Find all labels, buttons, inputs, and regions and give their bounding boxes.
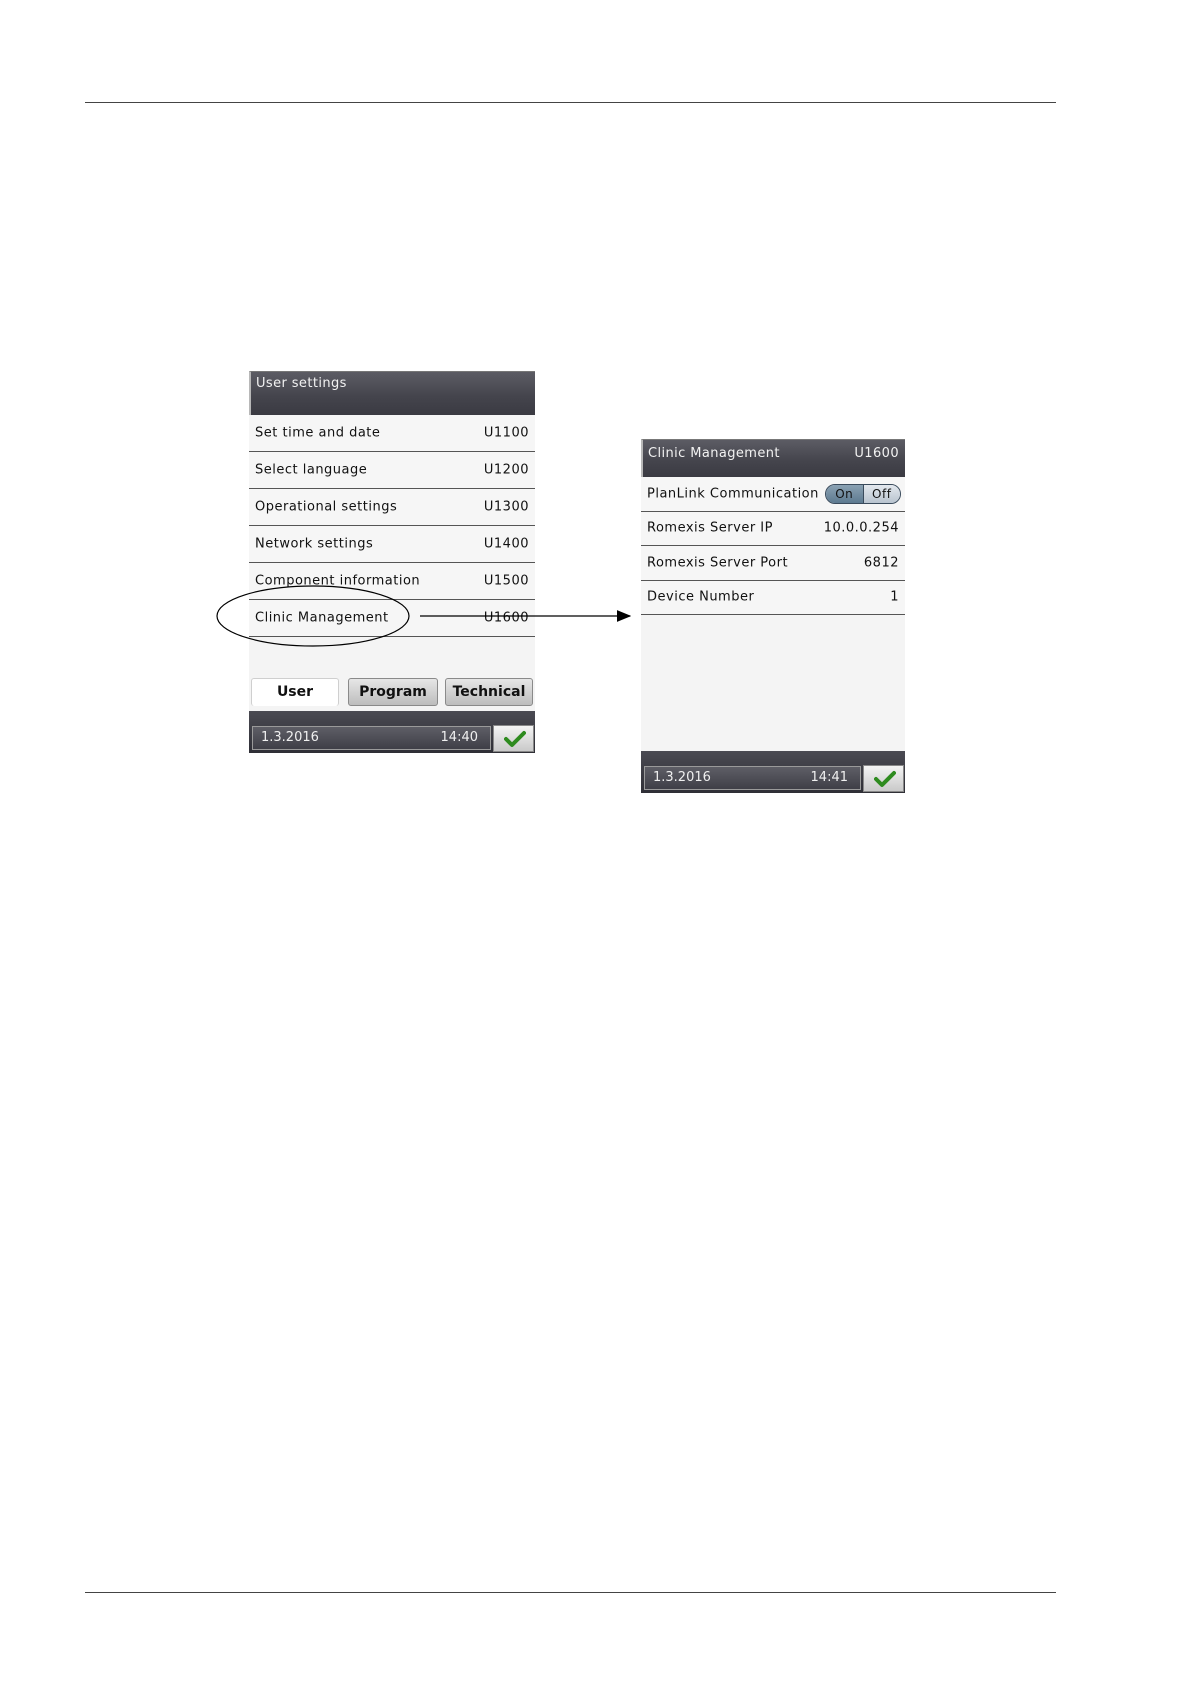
status-time: 14:40	[440, 730, 478, 745]
setting-label: Device Number	[647, 589, 755, 605]
clinic-management-settings	[641, 477, 905, 615]
mode-tabs	[249, 678, 535, 708]
menu-item-code: U1300	[483, 499, 529, 515]
confirm-button[interactable]	[493, 725, 534, 752]
tab-program[interactable]: Program	[348, 678, 438, 706]
menu-item-set-time-and-date[interactable]	[249, 415, 535, 452]
status-date: 1.3.2016	[653, 770, 711, 785]
menu-item-component-information[interactable]	[249, 563, 535, 600]
menu-item-operational-settings[interactable]	[249, 489, 535, 526]
menu-item-code: U1600	[483, 610, 529, 626]
menu-item-label: Select language	[255, 462, 368, 478]
clinic-management-titlebar	[641, 439, 905, 477]
menu-item-code: U1200	[483, 462, 529, 478]
setting-label: Romexis Server Port	[647, 555, 789, 571]
device-number-row[interactable]	[641, 581, 905, 616]
menu-item-clinic-management[interactable]	[249, 600, 535, 637]
user-settings-titlebar	[249, 371, 535, 415]
menu-item-code: U1400	[483, 536, 529, 552]
check-icon	[504, 730, 526, 748]
screen-title: User settings	[256, 376, 347, 391]
date-time-display	[644, 766, 861, 790]
status-time: 14:41	[810, 770, 848, 785]
menu-item-label: Clinic Management	[255, 610, 389, 626]
menu-item-label: Set time and date	[255, 425, 381, 441]
screen-code: U1600	[854, 446, 899, 461]
setting-value: 10.0.0.254	[823, 520, 899, 536]
tab-technical[interactable]: Technical	[445, 678, 533, 706]
setting-label: Romexis Server IP	[647, 520, 773, 536]
clinic-management-screen	[641, 439, 905, 793]
user-settings-menu	[249, 415, 535, 637]
status-bar	[641, 751, 905, 793]
romexis-server-ip-row[interactable]	[641, 512, 905, 547]
menu-item-code: U1100	[483, 425, 529, 441]
tab-user[interactable]: User	[251, 678, 339, 706]
setting-label: PlanLink Communication	[647, 486, 819, 502]
menu-item-label: Operational settings	[255, 499, 398, 515]
romexis-server-port-row[interactable]	[641, 546, 905, 581]
date-time-display	[252, 726, 491, 750]
toggle-off-option[interactable]: Off	[863, 485, 901, 503]
menu-item-code: U1500	[483, 573, 529, 589]
menu-item-label: Component information	[255, 573, 421, 589]
user-settings-screen	[249, 371, 535, 753]
confirm-button[interactable]	[863, 765, 904, 792]
screen-title: Clinic Management	[648, 446, 780, 461]
menu-item-select-language[interactable]	[249, 452, 535, 489]
setting-value: 6812	[863, 555, 899, 571]
status-bar	[249, 711, 535, 753]
planlink-toggle[interactable]	[825, 484, 901, 504]
check-icon	[874, 770, 896, 788]
footer-rule	[85, 1592, 1056, 1593]
header-rule	[85, 102, 1056, 103]
setting-value: 1	[890, 589, 899, 605]
menu-item-label: Network settings	[255, 536, 374, 552]
toggle-on-option[interactable]: On	[826, 485, 863, 503]
menu-item-network-settings[interactable]	[249, 526, 535, 563]
status-date: 1.3.2016	[261, 730, 319, 745]
planlink-communication-row	[641, 477, 905, 512]
